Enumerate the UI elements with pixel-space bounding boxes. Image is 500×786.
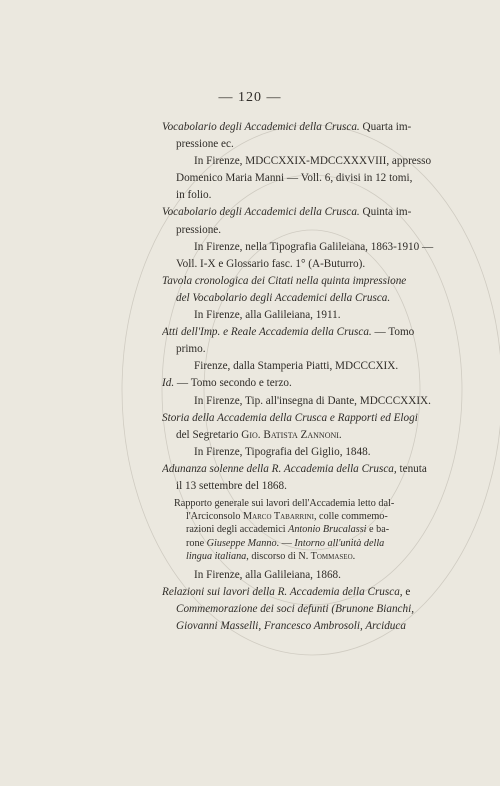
entry-text: — Tomo (371, 326, 415, 339)
entry-text: Quinta im- (359, 206, 412, 219)
entry-text: Rapporto generale sui lavori dell'Accademia letto dal- (174, 498, 395, 510)
entry-text: pressione ec. (176, 138, 234, 151)
entry-line (162, 239, 444, 256)
entry-line (162, 618, 444, 635)
entry-text: N. Tommaseo (298, 550, 353, 562)
entry-line (162, 256, 444, 273)
entry-text: Quarta im- (359, 121, 412, 133)
entry-text: Id. (162, 377, 175, 390)
report-note (174, 497, 444, 563)
entry-line (162, 324, 444, 341)
entry-line (162, 584, 444, 601)
entry-text: Firenze, dalla Stamperia Piatti, MDCCCXIX. (194, 360, 399, 373)
entry-line (162, 136, 444, 153)
entry-text: Atti dell'Imp. e Reale Accademia della Crusca. (162, 326, 372, 339)
entry-text: Vocabolario degli Accademici della Crusca. (162, 121, 360, 133)
entry-text: primo. (176, 343, 206, 356)
entry-line (162, 567, 444, 584)
entry-text: , colle commemo- (313, 511, 388, 523)
entry-line (162, 444, 444, 461)
entry-line (162, 375, 444, 392)
entry-text: Vocabolario degli Accademici della Crusca. (162, 206, 360, 219)
entry-text: In Firenze, alla Galileiana, 1911. (194, 309, 341, 322)
page-number: — 120 — (218, 90, 282, 105)
entry-text: e (402, 586, 411, 599)
entry-text: tenuta (396, 462, 427, 475)
entry-text: l'Arciconsolo (186, 511, 244, 523)
entry-line (162, 273, 444, 290)
bibliography-entry (162, 461, 444, 495)
entry-text: . (352, 550, 356, 562)
entry-line (174, 537, 444, 550)
entry-text: razioni degli accademici (186, 524, 289, 536)
entry-text: In Firenze, Tip. all'insegna di Dante, MDCCCXXIX. (194, 394, 431, 407)
entry-line (162, 358, 444, 375)
entry-text: del Vocabolario degli Accademici della Crusca. (176, 291, 391, 304)
entry-text: Gio. Batista Zannoni (241, 428, 339, 441)
entry-line (162, 222, 444, 239)
entry-text: e ba- (366, 524, 390, 536)
bibliography-entry (162, 410, 444, 461)
entry-text: — Tomo secondo e terzo. (174, 377, 292, 390)
entry-text: lingua italiana (186, 550, 247, 562)
entry-text: il 13 settembre del 1868. (176, 479, 287, 492)
entry-line (174, 550, 444, 563)
entry-text: Voll. I-X e Glossario fasc. 1° (A-Buturro). (176, 257, 366, 270)
entry-line (174, 523, 444, 536)
entry-line (162, 341, 444, 358)
entry-line (162, 307, 444, 324)
entry-text: Antonio Brucalassi (288, 524, 367, 536)
entry-text: In Firenze, Tipografia del Giglio, 1848. (194, 445, 371, 458)
entry-text: Commemorazione dei soci defunti (Brunone Bianchi, (176, 603, 415, 616)
entry-text: Storia della Accademia della Crusca e Rapporti ed Elogi (162, 411, 418, 424)
entry-line (162, 153, 444, 170)
entry-line (162, 601, 444, 618)
entry-line (162, 410, 444, 427)
bibliography-list (162, 119, 444, 635)
entry-line (162, 187, 444, 204)
entry-text: In Firenze, alla Galileiana, 1868. (194, 569, 341, 582)
entry-line (174, 510, 444, 523)
entry-text: Marco Tabarrini (243, 511, 314, 523)
entry-text: rone (186, 537, 207, 549)
entry-line (162, 119, 444, 136)
entry-line (174, 497, 444, 510)
bibliography-entry (162, 204, 444, 272)
entry-text: Domenico Maria Manni — Voll. 6, divisi in 12 tomi, (176, 172, 413, 185)
entry-text: pressione. (176, 223, 222, 236)
bibliography-entry (162, 119, 444, 204)
entry-line (162, 170, 444, 187)
entry-text: , discorso di (246, 550, 299, 562)
entry-text: . — (276, 537, 295, 549)
bibliography-entry (162, 324, 444, 375)
bibliography-entry (162, 584, 444, 635)
entry-text: Intorno all'unità della (294, 537, 385, 549)
entry-line (162, 290, 444, 307)
entry-text: del Segretario (176, 428, 242, 441)
entry-text: Tavola cronologica dei Citati nella quinta impressione (162, 274, 407, 287)
bibliography-entry (162, 567, 444, 584)
bibliography-entry (162, 273, 444, 324)
entry-text: Giuseppe Manno (206, 537, 277, 549)
entry-line (162, 427, 444, 444)
entry-text: in folio. (176, 189, 212, 202)
entry-text: In Firenze, nella Tipografia Galileiana, 1863-1910 — (194, 240, 434, 253)
entry-text: Giovanni Masselli, Francesco Ambrosoli, Arciduca (176, 620, 406, 633)
entry-text: Relazioni sui lavori della R. Accademia della Crusca, (162, 586, 403, 599)
bibliography-entry (162, 375, 444, 409)
entry-line (162, 204, 444, 221)
entry-text: Adunanza solenne della R. Accademia della Crusca, (162, 462, 397, 475)
entry-line (162, 461, 444, 478)
entry-line (162, 478, 444, 495)
entry-text: In Firenze, MDCCXXIX-MDCCXXXVIII, appresso (194, 155, 432, 168)
entry-text: . (338, 428, 342, 441)
entry-line (162, 393, 444, 410)
